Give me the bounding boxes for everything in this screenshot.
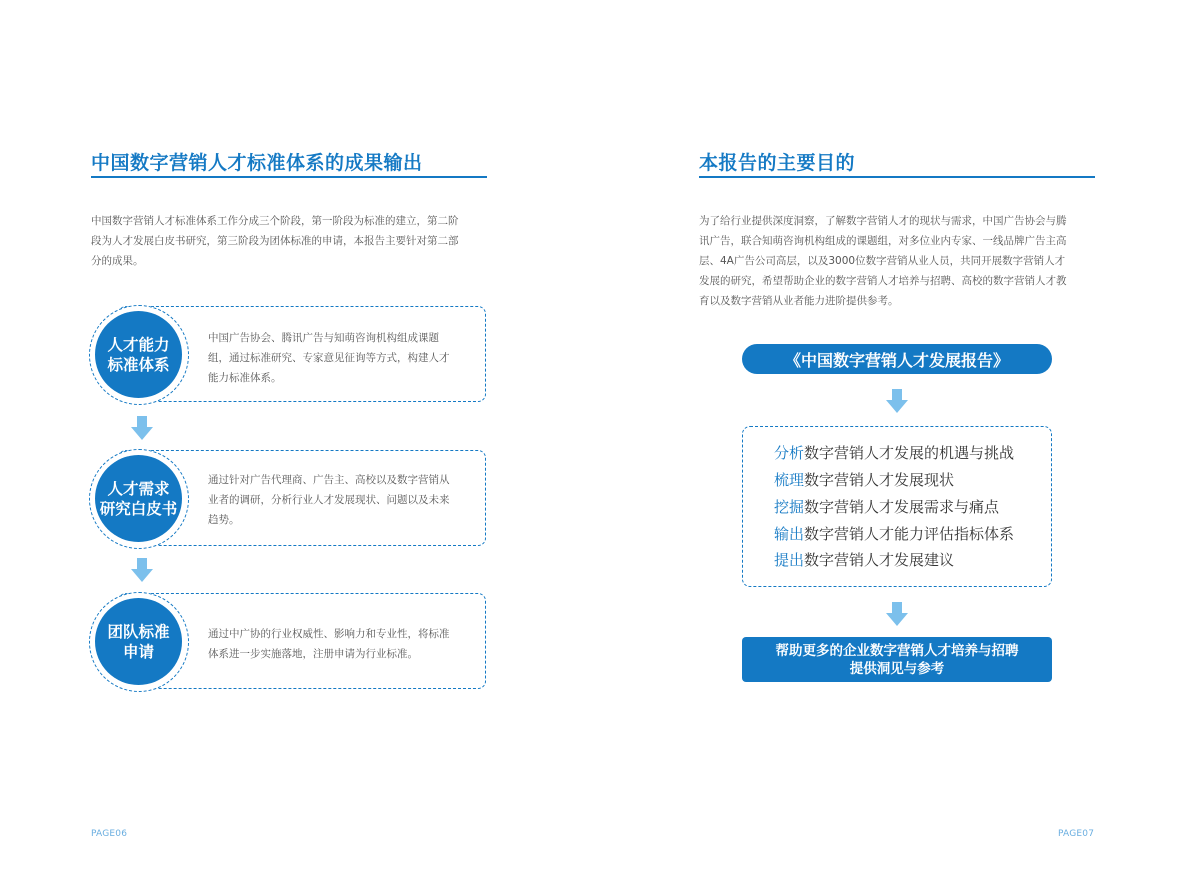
stage-label-1 — [95, 311, 182, 398]
stage-circle-2 — [89, 449, 189, 549]
right-intro-line: 层、4A广告公司高层，以及3000位数字营销从业人员，共同开展数字营销人才 — [699, 255, 1066, 267]
page-number-left: PAGE06 — [91, 829, 128, 839]
stage-description-line: 中国广告协会、腾讯广告与知萌咨询机构组成课题 — [208, 332, 439, 344]
page-number-right: PAGE07 — [1058, 829, 1095, 839]
right-intro-line: 育以及数字营销从业者能力进阶提供参考。 — [699, 295, 899, 307]
goal-item-1 — [774, 443, 1014, 463]
stage-circle-1 — [89, 305, 189, 405]
stage-label-2 — [95, 455, 182, 542]
goal-text: 数字营销人才发展建议 — [804, 551, 955, 569]
goal-text: 数字营销人才能力评估指标体系 — [804, 525, 1015, 543]
stage-description-2 — [208, 470, 478, 530]
stage-description-line: 通过针对广告代理商、广告主、高校以及数字营销从 — [208, 474, 450, 486]
left-intro-line: 段为人才发展白皮书研究，第三阶段为团体标准的申请，本报告主要针对第二部 — [91, 235, 459, 247]
goal-verb: 分析 — [774, 444, 805, 462]
stage-description-line: 趋势。 — [208, 514, 240, 526]
stage-description-line: 通过中广协的行业权威性、影响力和专业性，将标准 — [208, 628, 450, 640]
goal-text: 数字营销人才发展的机遇与挑战 — [804, 444, 1015, 462]
left-intro-line: 中国数字营销人才标准体系工作分成三个阶段，第一阶段为标准的建立，第二阶 — [91, 215, 459, 227]
goal-item-4 — [774, 524, 1014, 544]
down-arrow-icon — [886, 389, 908, 413]
stage-description-line: 组，通过标准研究、专家意见征询等方式，构建人才 — [208, 352, 450, 364]
left-intro — [91, 211, 491, 271]
right-intro — [699, 211, 1099, 311]
stage-label-line: 团队标准 — [107, 622, 170, 641]
goal-verb: 提出 — [774, 551, 805, 569]
stage-label-line: 人才需求 — [107, 479, 170, 498]
right-intro-line: 发展的研究，希望帮助企业的数字营销人才培养与招聘、高校的数字营销人才教 — [699, 275, 1067, 287]
result-line: 提供洞见与参考 — [849, 660, 945, 677]
stage-label-3 — [95, 598, 182, 685]
stage-label-line: 申请 — [122, 642, 154, 661]
left-intro-line: 分的成果。 — [91, 255, 144, 267]
goal-verb: 输出 — [774, 525, 805, 543]
goal-verb: 梳理 — [774, 471, 805, 489]
stage-label-line: 研究白皮书 — [99, 499, 178, 518]
right-intro-line: 为了给行业提供深度洞察，了解数字营销人才的现状与需求，中国广告协会与腾 — [699, 215, 1067, 227]
stage-description-line: 体系进一步实施落地，注册申请为行业标准。 — [208, 648, 418, 660]
stage-circle-3 — [89, 592, 189, 692]
goal-item-2 — [774, 470, 954, 490]
goal-verb: 挖掘 — [774, 498, 805, 516]
result-box — [742, 637, 1052, 682]
down-arrow-icon — [131, 416, 153, 440]
stage-description-line: 能力标准体系。 — [208, 372, 282, 384]
down-arrow-icon — [886, 602, 908, 626]
goal-text: 数字营销人才发展需求与痛点 — [804, 498, 1000, 516]
goal-item-3 — [774, 497, 999, 517]
right-page-title: 本报告的主要目的 — [699, 152, 856, 174]
report-title-pill: 《中国数字营销人才发展报告》 — [742, 344, 1052, 374]
goal-text: 数字营销人才发展现状 — [804, 471, 955, 489]
left-title-rule — [91, 176, 487, 178]
down-arrow-icon — [131, 558, 153, 582]
stage-description-line: 业者的调研，分析行业人才发展现状、问题以及未来 — [208, 494, 450, 506]
stage-description-3 — [208, 624, 478, 664]
stage-description-1 — [208, 328, 478, 388]
goal-item-5 — [774, 550, 954, 570]
left-page-title: 中国数字营销人才标准体系的成果输出 — [91, 152, 423, 174]
right-title-rule — [699, 176, 1095, 178]
stage-label-line: 标准体系 — [107, 355, 170, 374]
stage-label-line: 人才能力 — [107, 335, 170, 354]
right-intro-line: 讯广告，联合知萌咨询机构组成的课题组，对多位业内专家、一线品牌广告主高 — [699, 235, 1067, 247]
result-line: 帮助更多的企业数字营销人才培养与招聘 — [775, 642, 1019, 659]
